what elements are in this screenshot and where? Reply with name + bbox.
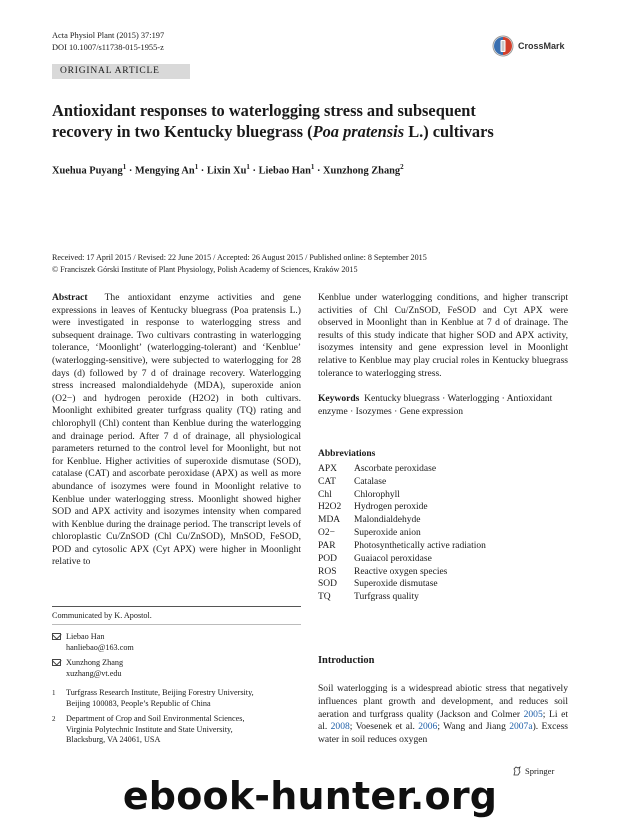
article-type-banner: ORIGINAL ARTICLE — [52, 64, 190, 79]
author-name[interactable]: Mengying An — [134, 165, 195, 177]
crossmark-label: CrossMark — [518, 41, 565, 51]
table-row: MDA Malondialdehyde — [318, 515, 421, 526]
copyright-line: © Franciszek Górski Institute of Plant Physiology, Polish Academy of Sciences, Kraków 2015 — [52, 264, 358, 274]
journal-citation: Acta Physiol Plant (2015) 37:197 — [52, 31, 165, 40]
affiliation-number: 2 — [52, 715, 56, 723]
abbreviations-table — [318, 463, 486, 604]
contact-name: Xunzhong Zhang — [66, 658, 124, 667]
table-row: ROS Reactive oxygen species — [318, 566, 448, 577]
affiliation-number: 1 — [52, 689, 56, 697]
table-row: POD Guaiacol peroxidase — [318, 553, 432, 564]
table-row: O2− Superoxide anion — [318, 528, 421, 539]
watermark: ebook-hunter.org — [122, 774, 498, 818]
footnote-divider — [52, 606, 301, 607]
table-row: CAT Catalase — [318, 476, 387, 487]
abstract-text: The antioxidant enzyme activities and gene expressions in leaves of Kentucky bluegrass (Poa pratensis L.) were investigated in response to waterlogging stress and subsequent drainage. Two cultivars contrasting in waterlogging tolerance, ‘Moonlight’ (waterlogging-tolerant) and ‘Kenblue’ (waterlogging-sensitive), were subjected to waterlogging for 28 days (d) followed by 7 d of drainage recovery. Waterlogging stress increased malondialdehyde (MDA), superoxide anion (O2−) and hydrogen peroxide (H2O2) in both cultivars. Moonlight exhibited greater turfgrass quality (TQ) rating and chlorophyll (Chl) content than Kenblue during the waterlogging and drainage period. After 7 d of drainage, all physiological parameters returned to the control level for Moonlight, but not for Kenblue. Higher activities of superoxide dismutase (SOD), catalase (CAT) and ascorbate peroxidase (APX) as well as more abundance of isozymes were found in Moonlight relative to Kenblue under waterlogging stress. Moonlight showed higher SOD and APX activity and isozymes intensity when compared with Kenblue during the drainage period. The transcript levels of chloroplastic Cu/ZnSOD (Chl Cu/ZnSOD), MnSOD, FeSOD, POD and cytosolic APX (Cyt APX) were higher in Moonlight relative to — [52, 292, 301, 568]
abstract-section — [52, 292, 301, 569]
publisher-name: Springer — [525, 766, 555, 776]
communicated-by: Communicated by K. Apostol. — [52, 611, 152, 620]
author-name[interactable]: Xunzhong Zhang — [323, 165, 401, 177]
author-name[interactable]: Xuehua Puyang — [52, 165, 123, 177]
article-title — [52, 100, 572, 142]
contact-han — [52, 632, 301, 654]
crossmark-badge[interactable] — [492, 35, 565, 57]
abstract-continuation — [318, 292, 568, 418]
footnote-thin-divider — [52, 624, 301, 625]
keywords-label: Keywords — [318, 393, 360, 405]
author-name[interactable]: Lixin Xu — [206, 165, 247, 177]
table-row: PAR Photosynthetically active radiation — [318, 540, 486, 551]
introduction-heading: Introduction — [318, 655, 375, 666]
table-row: Chl Chlorophyll — [318, 489, 400, 500]
table-row: APX Ascorbate peroxidase — [318, 463, 437, 474]
affiliation-line: Virginia Polytechnic Institute and State University, — [66, 724, 233, 734]
citation-link[interactable]: 2005 — [523, 708, 543, 720]
title-line-1: Antioxidant responses to waterlogging stress and subsequent — [52, 101, 476, 120]
abbreviations-section — [318, 448, 486, 604]
contact-email[interactable]: xuzhang@vt.edu — [66, 668, 122, 678]
envelope-icon — [52, 633, 61, 640]
author-list: Xuehua Puyang$^1$ · Mengying $An^1$ · Lixin $Xu^1$ · Liebao Han$^1$ · Xunzhong Zhang$^2$ — [52, 163, 404, 177]
contact-name: Liebao Han — [66, 632, 105, 641]
affiliation-line: Beijing 100083, People’s Republic of China — [66, 698, 211, 708]
abstract-label: Abstract — [52, 292, 88, 303]
crossmark-icon — [492, 35, 514, 57]
affiliation-line: Blacksburg, VA 24061, USA — [66, 735, 161, 745]
table-row: H2O2 Hydrogen peroxide — [318, 502, 428, 513]
doi[interactable]: DOI 10.1007/s11738-015-1955-z — [52, 42, 164, 52]
history-dates: Received: 17 April 2015 / Revised: 22 June 2015 / Accepted: 26 August 2015 / Published online: 8 September 2015 — [52, 253, 427, 262]
table-row: SOD Superoxide dismutase — [318, 579, 438, 590]
keywords — [318, 393, 568, 418]
abstract-text-continued: Kenblue under waterlogging conditions, and higher transcript activities of Chl Cu/ZnSOD, FeSOD and Cyt APX were observed in Moonlight than in Kenblue at 7 d of drainage. The results of this study indicate that higher SOD and APX activity, isozymes intensity and gene expression level in Moonlight relative to Kenblue may play crucial roles in Kentucky bluegrass tolerance to waterlogging stress. — [318, 292, 568, 379]
publication-dates — [52, 252, 427, 275]
table-row: TQ Turfgrass quality — [318, 592, 419, 603]
title-line-2: recovery in two Kentucky bluegrass (Poa pratensis L.) cultivars — [52, 122, 494, 141]
abbreviations-title: Abbreviations — [318, 449, 376, 459]
affiliation-2 — [52, 714, 301, 748]
affiliation-line: Turfgrass Research Institute, Beijing Forestry University, — [66, 688, 254, 697]
affiliation-line: Department of Crop and Soil Environmental Sciences, — [66, 714, 245, 723]
contact-email[interactable]: hanliebao@163.com — [66, 642, 134, 652]
journal-info — [52, 30, 164, 53]
citation-link[interactable]: 2007a — [509, 721, 533, 733]
citation-link[interactable]: 2006 — [418, 721, 438, 733]
author-name[interactable]: Liebao Han — [258, 165, 311, 177]
keywords-text: Kentucky bluegrass · Waterlogging · Antioxidant enzyme · Isozymes · Gene expression — [318, 393, 553, 417]
contact-zhang — [52, 658, 301, 680]
introduction-text: Soil waterlogging is a widespread abiotic stress that negatively influences plant growth and development, and reduces soil aeration and turfgrass quality (Jackson and Colmer 2005; Li et al. 2008; Voesenek et al. 2006; Wang and Jiang 2007a). Excess water in soil reduces oxygen — [318, 683, 568, 746]
affiliation-1 — [52, 688, 301, 710]
envelope-icon — [52, 659, 61, 666]
citation-link[interactable]: 2008 — [330, 721, 350, 733]
